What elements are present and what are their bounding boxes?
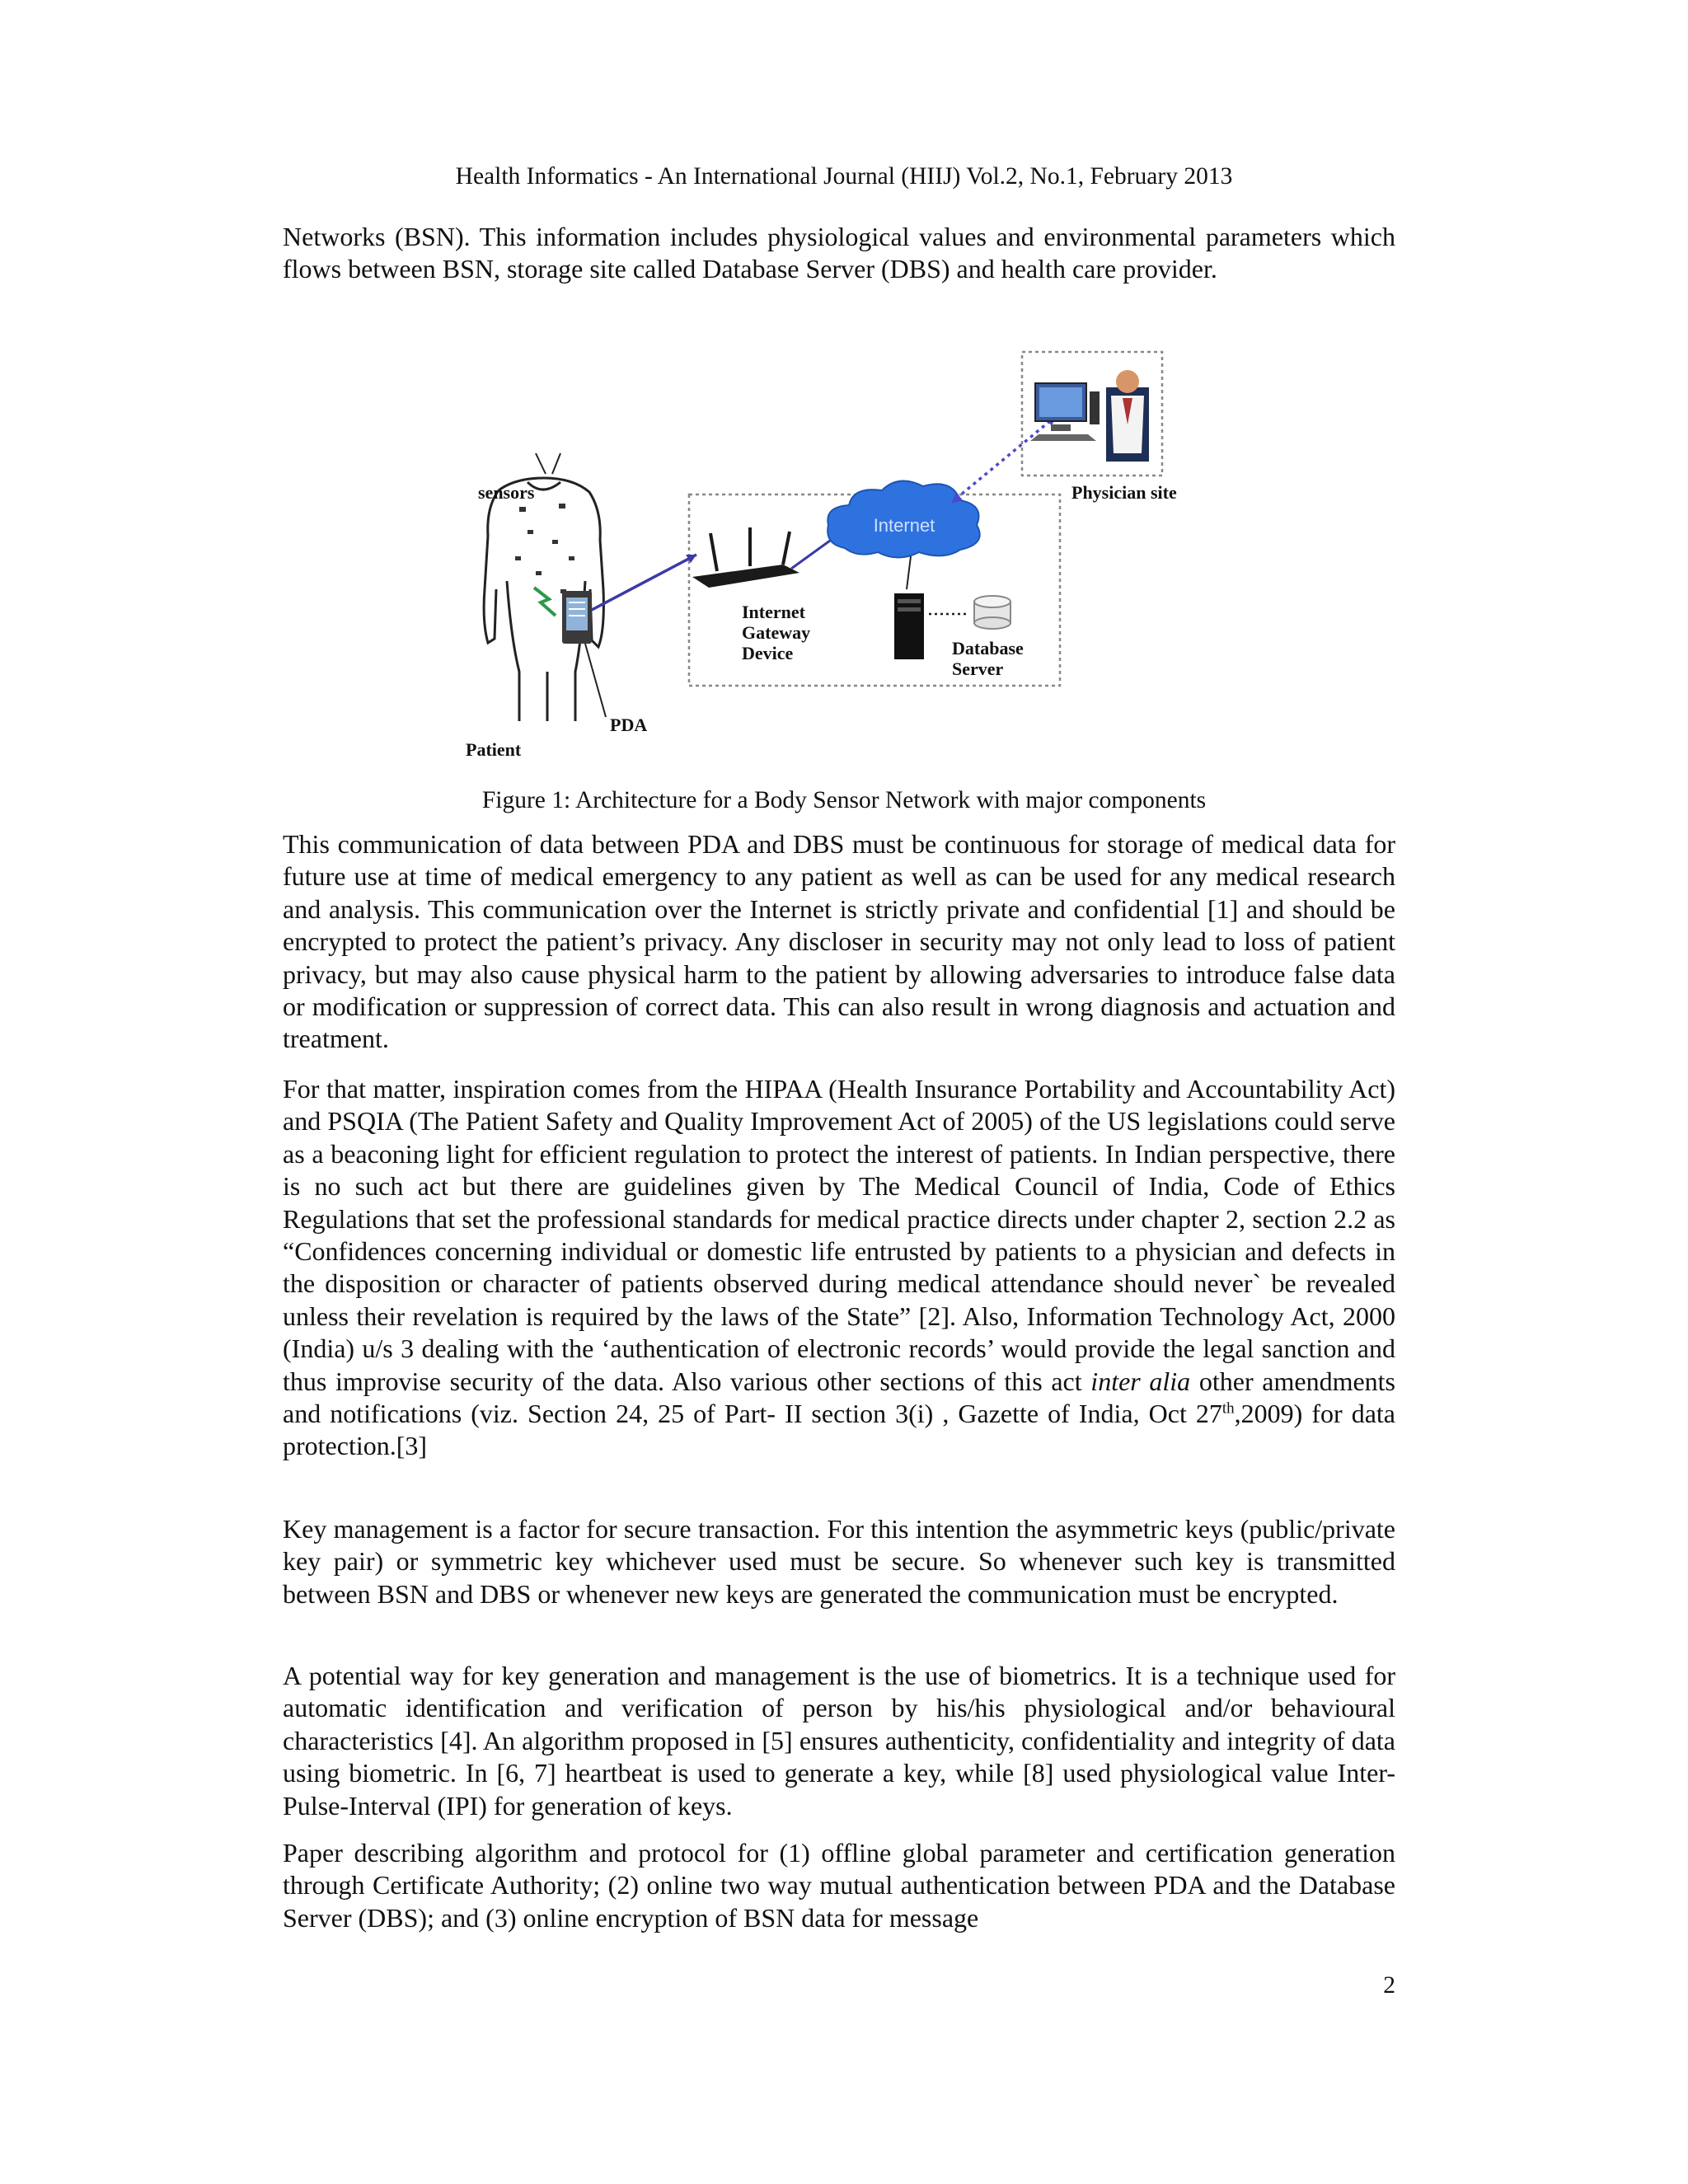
paragraph-5: Paper describing algorithm and protocol for (1) offline global parameter and certification generation through Certificate Authority; (2) online two way mutual authentication between PDA and the Database Server (DBS); and (3) online encryption of BSN data for message [283,1838,1395,1933]
paragraph-2 [283,1073,1395,1463]
patient-label: Patient [466,739,522,760]
physician-site-label: Physician site [1071,482,1177,503]
database-label-line1: Database [952,638,1024,658]
database-server-icon [894,593,924,659]
paragraph-4: A potential way for key generation and management is the use of biometrics. It is a technique used for automatic identification and verification of person by his/his physiological and/or behavioural characteristics [4]. An algorithm proposed in [5] ensures authenticity, confidentiality and integrity of data using biometric. In [6, 7] heartbeat is used to generate a key, while [8] used physiological value Inter-Pulse-Interval (IPI) for generation of keys. [283,1661,1395,1821]
ordinal-suffix: th [1221,1399,1235,1418]
internet-cloud-label: Internet [873,515,935,536]
gateway-router-icon [692,527,799,588]
link-internet-physician [956,420,1051,499]
sensor-nodes [515,504,574,593]
database-label-line2: Server [952,658,1004,679]
paragraph-2-text-a: For that matter, inspiration comes from the HIPAA (Health Insurance Portability and Accountability Act) and PSQIA (The Patient Safety and Quality Improvement Act of 2005) of the US legislations could serve as a beaconing light for efficient regulation to protect the interest of patients. In Indian perspective, there is no such act but there are guidelines given by The Medical Council of India, Code of Ethics Regulations that set the professional standards for medical practice directs under chapter 2, section 2.2 as “Confidences concerning individual or domestic life entrusted by patients to a physician and defects in the disposition or character of patients observed during medical attendance should never` be revealed unless their revelation is required by the laws of the State” [2]. Also, Information Technology Act, 2000 (India) u/s 3 dealing with the ‘authentication of electronic records’ would provide the legal sanction and thus improvise security of the data. Also various other sections of this act [283,1074,1395,1396]
link-internet-server [907,556,911,589]
latin-phrase: inter alia [1090,1366,1191,1396]
database-storage-icon [974,596,1010,629]
figure-caption: Figure 1: Architecture for a Body Sensor Network with major components [481,787,1207,813]
paragraph-2-text-c: ,2009) for data protection.[3] [283,1399,1396,1461]
gateway-label-line3: Device [742,643,794,663]
physician-icon [1106,370,1149,462]
pda-device-icon [562,591,592,644]
pda-label: PDA [610,715,648,735]
paragraph-1: This communication of data between PDA and DBS must be continuous for storage of medical data for future use at time of medical emergency to any patient as well as can be used for any medical research and analysis. This communication over the Internet is strictly private and confidential [1] and should be encrypted to protect the patient’s privacy. Any discloser in security may not only lead to loss of patient privacy, but may also cause physical harm to the patient by allowing adversaries to introduce false data or modification or suppression of correct data. This can also result in wrong diagnosis and actuation and treatment. [283,829,1395,1054]
pda-pointer-line [585,644,606,717]
paragraph-2-text-b: other amendments and notifications (viz. Section 24, 25 of Part- II section 3(i) , Gazette of India, Oct 27 [283,1366,1396,1429]
gateway-label-line2: Gateway [742,622,811,643]
internet-cloud-icon [828,481,980,558]
sensors-label: sensors [478,482,535,503]
computer-icon [1030,383,1100,441]
link-pda-gateway [592,555,696,610]
page-number: 2 [1383,1972,1395,1999]
bsn-architecture-diagram [437,309,1220,771]
wireless-signal-icon [534,588,556,616]
running-header: Health Informatics - An International Journal (HIIJ) Vol.2, No.1, February 2013 [455,163,1233,190]
paragraph-0: Networks (BSN). This information includes physiological values and environmental parameters which flows between BSN, storage site called Database Server (DBS) and health care provider. [283,222,1395,284]
gateway-label-line1: Internet [742,602,805,622]
paragraph-3: Key management is a factor for secure transaction. For this intention the asymmetric keys (public/private key pair) or symmetric key whichever used must be secure. So whenever such key is transmitted between BSN and DBS or whenever new keys are generated the communication must be encrypted. [283,1514,1395,1609]
figure-bsn-architecture [437,309,1220,771]
